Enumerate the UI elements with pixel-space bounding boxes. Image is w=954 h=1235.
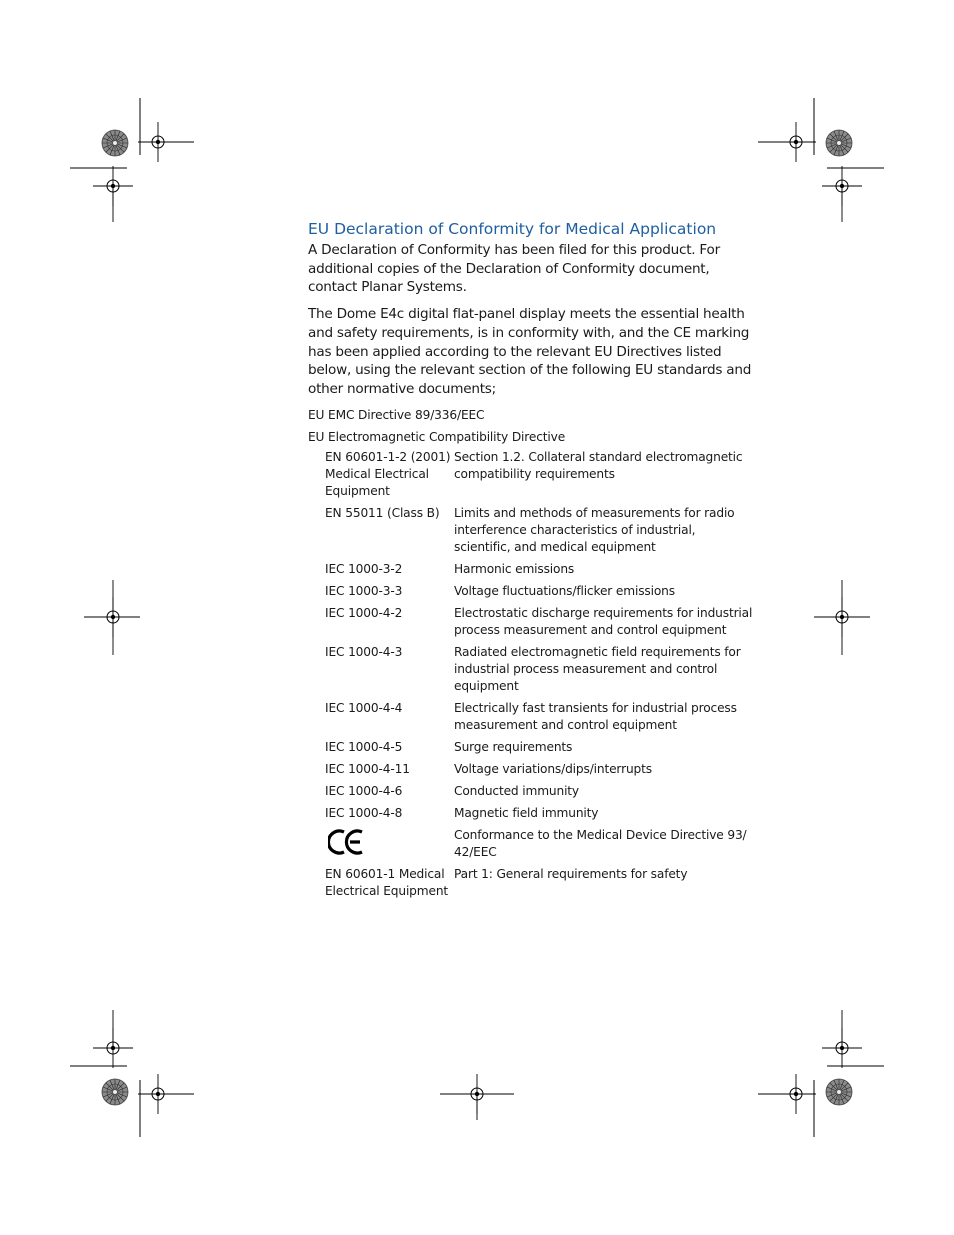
standard-cell (325, 583, 454, 605)
directive-name-line: EU Electromagnetic Compatibility Directive (308, 429, 566, 444)
standard-cell (325, 739, 454, 761)
standard-cell (325, 866, 454, 905)
standard-name: IEC 1000-3-2 (325, 561, 403, 576)
intro-paragraph: A Declaration of Conformity has been filed for this product. For additional copies of the Declaration of Conformity document, contact Planar Systems. (308, 242, 720, 296)
standard-name: IEC 1000-4-4 (325, 700, 403, 715)
standard-description: Magnetic field immunity (454, 805, 599, 820)
standard-cell (325, 783, 454, 805)
standard-description: Surge requirements (454, 739, 573, 754)
standard-cell (325, 700, 454, 739)
standard-cell (325, 449, 454, 505)
standard-cell (325, 644, 454, 700)
table-row (325, 644, 754, 700)
body-paragraph: The Dome E4c digital flat-panel display meets the essential health and safety requirements, is in conformity with, and the CE marking has been applied according to the relevant EU Directives listed below, using the relevant section of the following EU standards and other normative documents; (308, 306, 752, 397)
ce-mark-icon (328, 827, 364, 857)
standard-description: Conducted immunity (454, 783, 579, 798)
table-row (325, 761, 754, 783)
table-row (325, 505, 754, 561)
standard-description: Voltage variations/dips/interrupts (454, 761, 652, 776)
table-row (325, 805, 754, 827)
standard-name: EN 60601-1 Medical Electrical Equipment (325, 866, 449, 898)
standard-name: IEC 1000-4-11 (325, 761, 410, 776)
standard-name: EN 60601-1-2 (2001) Medical Electrical Equipment (325, 449, 451, 498)
standards-table (325, 449, 754, 905)
standard-description: Harmonic emissions (454, 561, 575, 576)
standard-description: Conformance to the Medical Device Directive 93/ 42/EEC (454, 827, 747, 859)
standard-name: IEC 1000-4-5 (325, 739, 403, 754)
table-row (325, 866, 754, 905)
directive-line: EU EMC Directive 89/336/EEC (308, 407, 485, 422)
standard-description: Electrically fast transients for industrial process measurement and control equipment (454, 700, 737, 732)
standard-cell (325, 827, 454, 866)
standard-cell (325, 561, 454, 583)
standard-cell (325, 605, 454, 644)
standard-description: Part 1: General requirements for safety (454, 866, 688, 881)
table-row (325, 605, 754, 644)
table-row (325, 449, 754, 505)
table-row (325, 583, 754, 605)
standard-cell (325, 761, 454, 783)
standard-description: Electrostatic discharge requirements for industrial process measurement and control equipment (454, 605, 753, 637)
standard-description: Radiated electromagnetic field requirements for industrial process measurement and control equipment (454, 644, 741, 693)
standard-name: IEC 1000-4-2 (325, 605, 403, 620)
standard-description: Section 1.2. Collateral standard electromagnetic compatibility requirements (454, 449, 743, 481)
standard-description: Limits and methods of measurements for radio interference characteristics of industrial, scientific, and medical equipment (454, 505, 735, 554)
section-heading: EU Declaration of Conformity for Medical Application (308, 220, 717, 238)
standard-name: IEC 1000-3-3 (325, 583, 403, 598)
declaration-section (308, 218, 758, 905)
standard-name: EN 55011 (Class B) (325, 505, 440, 520)
standard-name: IEC 1000-4-6 (325, 783, 403, 798)
standard-cell (325, 505, 454, 561)
table-row (325, 827, 754, 866)
table-row (325, 700, 754, 739)
standard-description: Voltage fluctuations/flicker emissions (454, 583, 675, 598)
table-row (325, 783, 754, 805)
table-row (325, 739, 754, 761)
table-row (325, 561, 754, 583)
standard-cell (325, 805, 454, 827)
standard-name: IEC 1000-4-3 (325, 644, 403, 659)
standard-name: IEC 1000-4-8 (325, 805, 403, 820)
